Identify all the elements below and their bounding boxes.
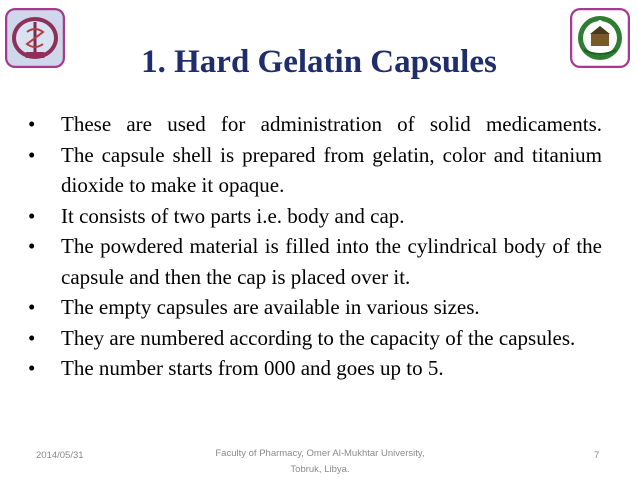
bullet-point-icon: •: [28, 234, 36, 258]
bullet-item: • It consists of two parts i.e. body and cap.: [28, 201, 602, 232]
bullet-point-icon: •: [28, 203, 36, 228]
bullet-item: • They are numbered according to the capacity of the capsules.: [28, 323, 602, 354]
bullet-item: • These are used for administration of solid medicaments.: [28, 109, 602, 140]
bullet-point-icon: •: [28, 325, 36, 350]
bullet-list: [28, 109, 602, 384]
page-number: 7: [594, 450, 600, 461]
slide-title: 1. Hard Gelatin Capsules: [141, 44, 497, 80]
bullet-point-icon: •: [28, 295, 36, 319]
bullet-point-icon: •: [28, 112, 36, 136]
footer-affiliation-line1: Faculty of Pharmacy, Omer Al-Mukhtar University,: [215, 448, 425, 459]
footer-affiliation: [200, 446, 440, 478]
bullet-item: • The empty capsules are available in various sizes.: [28, 292, 602, 323]
bullet-item: • The capsule shell is prepared from gelatin, color and titanium dioxide to make it opaque.: [28, 140, 602, 201]
bullet-item: • The number starts from 000 and goes up to 5.: [28, 353, 602, 384]
footer-affiliation-line2: Tobruk, Libya.: [290, 464, 350, 475]
bullet-point-icon: •: [28, 356, 36, 380]
bullet-point-icon: •: [28, 142, 36, 167]
footer-date: 2014/05/31: [36, 450, 84, 461]
bullet-item: • The powdered material is filled into the cylindrical body of the capsule and then the cap is placed over it.: [28, 231, 602, 292]
